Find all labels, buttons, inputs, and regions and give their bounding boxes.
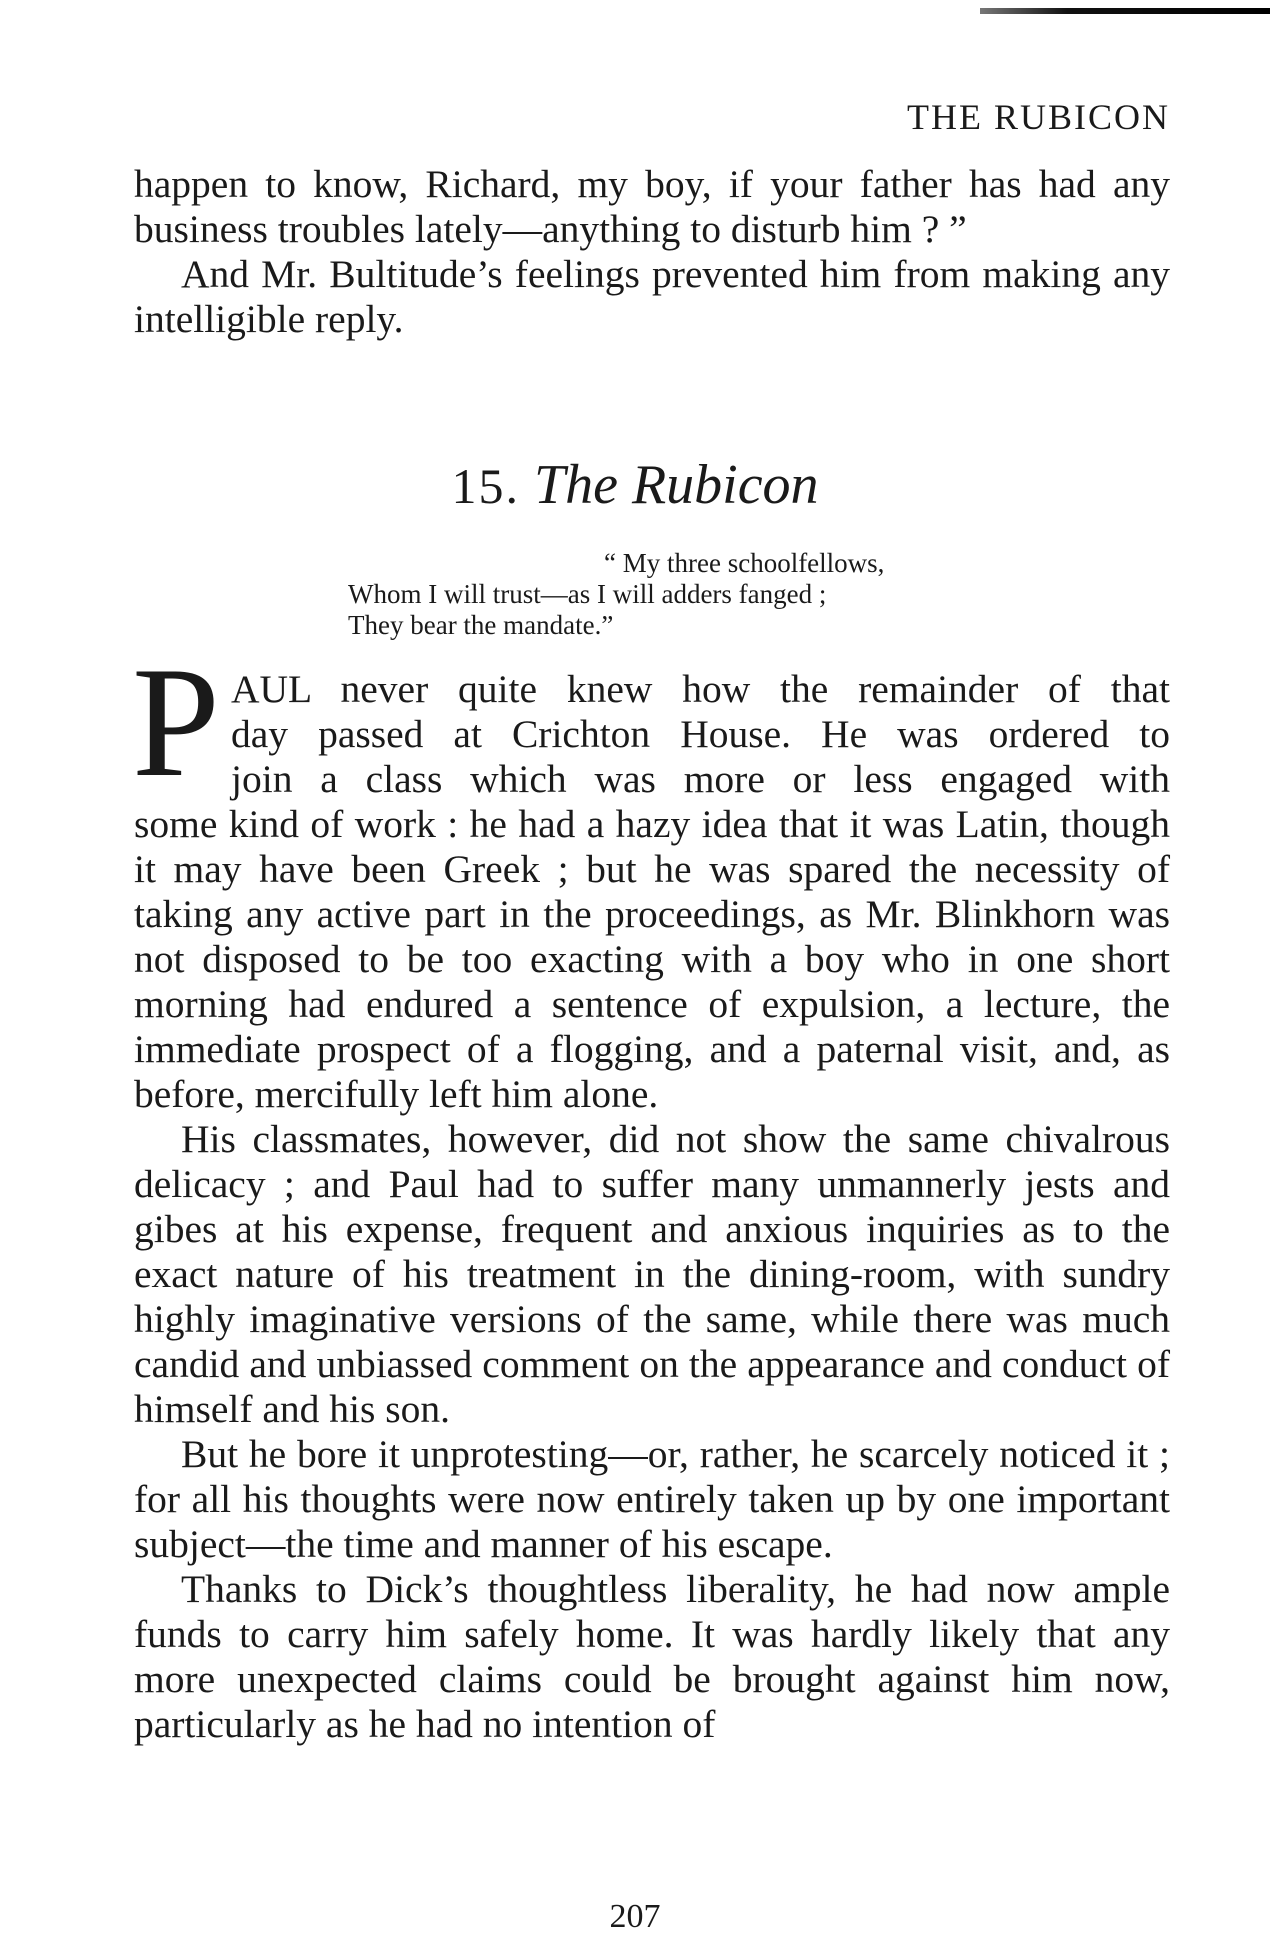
top-text-block (134, 162, 1170, 342)
second-line: day passed at Crichton House. He was ordered to (231, 712, 1170, 756)
paragraph: But he bore it unprotesting—or, rather, he scarcely noticed it ; for all his thoughts were now entirely taken up by one important subject—the time and manner of his escape. (134, 1432, 1170, 1566)
top-rule (980, 8, 1270, 14)
chapter-heading (0, 450, 1270, 521)
first-paragraph-continuation: some kind of work : he had a hazy idea that it was Latin, though it may have been Greek ; but he was spared the necessity of taking any active part in the proceedings, as Mr. Blinkhorn was not disposed to be too exacting with a boy who in one short morning had endured a sentence of expulsion, a lecture, the immediate prospect of a flogging, and a paternal visit, and, as before, mercifully left him alone. (134, 802, 1170, 1116)
paragraph: And Mr. Bultitude’s feelings prevented him from making any intelligible reply. (134, 252, 1170, 341)
first-line: AUL never quite knew how the remainder of that (231, 667, 1170, 711)
main-text-block (134, 802, 1170, 1747)
drop-cap: P (132, 635, 220, 810)
paragraph: His classmates, however, did not show the same chivalrous delicacy ; and Paul had to suffer many unmannerly jests and gibes at his expense, frequent and anxious inquiries as to the exact nature of his treatment in the dining-room, with sundry highly imaginative versions of the same, while there was much candid and unbiassed comment on the appearance and conduct of himself and his son. (134, 1117, 1170, 1431)
third-line: join a class which was more or less engaged with (231, 757, 1170, 801)
epigraph-line: Whom I will trust—as I will adders fanged ; (348, 579, 827, 609)
epigraph-line: They bear the mandate.” (348, 610, 614, 640)
epigraph-line: “ My three schoolfellows, (604, 548, 885, 578)
running-head: THE RUBICON (907, 97, 1170, 137)
first-paragraph-opening (231, 667, 1170, 802)
continued-paragraph: happen to know, Richard, my boy, if your father has had any business troubles lately—anything to disturb him ? ” (134, 162, 1170, 251)
epigraph (348, 548, 1048, 641)
paragraph: Thanks to Dick’s thoughtless liberality, he had now ample funds to carry him safely home. It was hardly likely that any more unexpected claims could be brought against him now, particularly as he had no intention of (134, 1567, 1170, 1746)
chapter-number: 15. (451, 458, 520, 514)
chapter-title: The Rubicon (533, 454, 819, 516)
page-number: 207 (609, 1898, 661, 1935)
